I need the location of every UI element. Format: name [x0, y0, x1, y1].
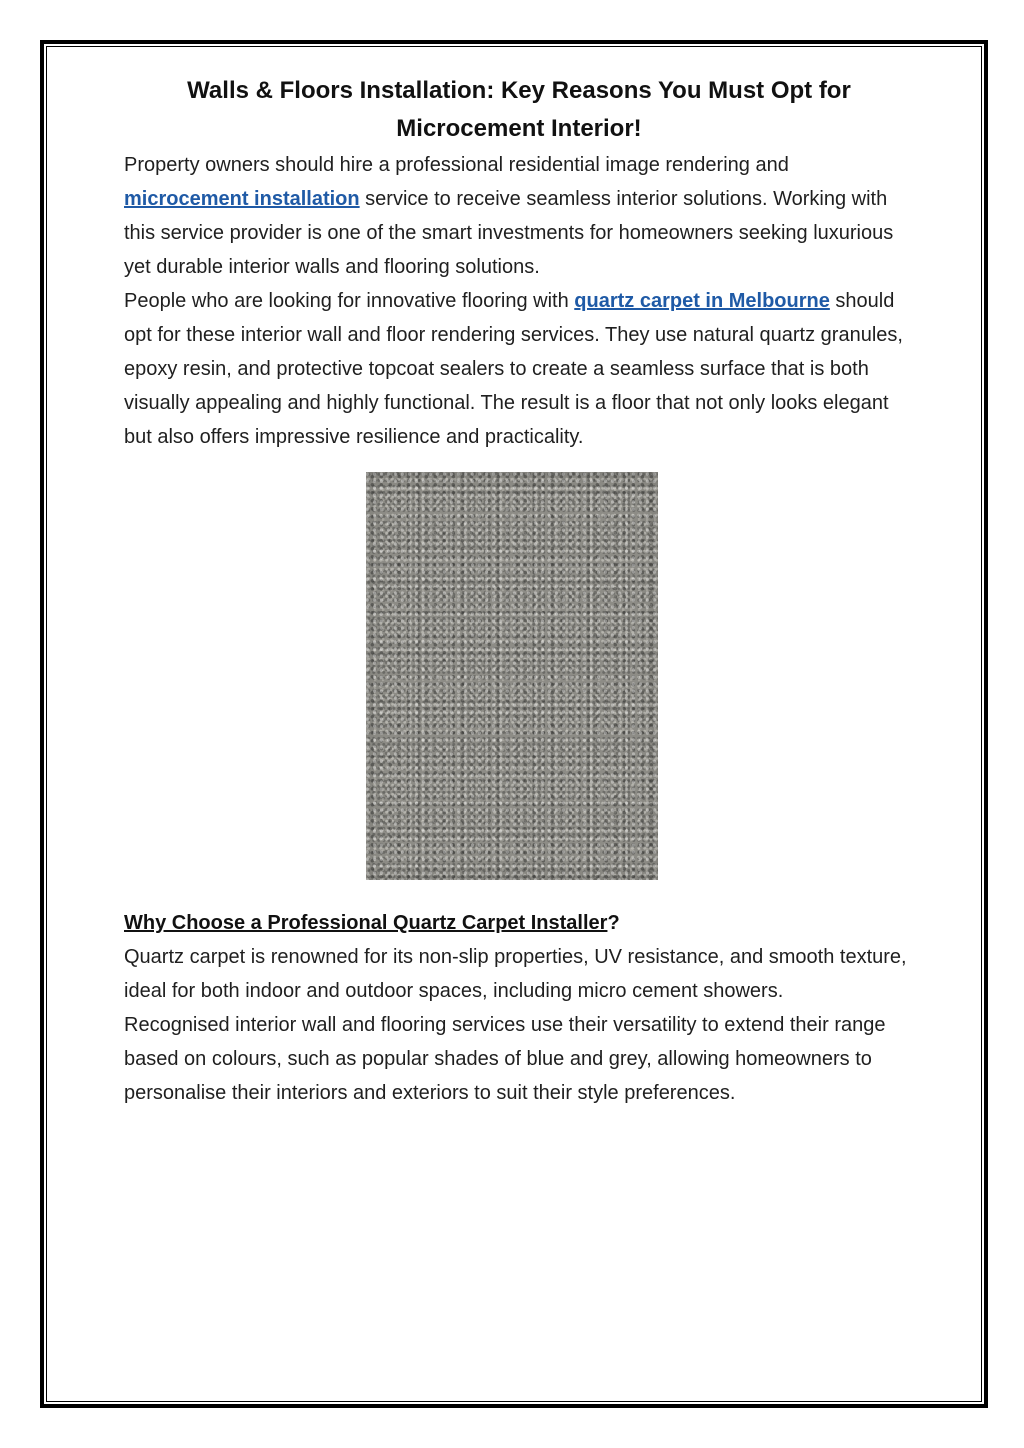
quartz-carpet-texture-image [366, 472, 658, 880]
paragraph-intro-text-after: service to receive seamless interior solutions. Working with this service provider is one of the smart investments for homeowners seeking luxurious yet durable interior walls and flooring solutions. [124, 188, 894, 278]
section-heading-text: Why Choose a Professional Quartz Carpet Installer [124, 912, 608, 934]
document-title-line2: Microcement Interior! [396, 115, 642, 142]
quartz-carpet-melbourne-link[interactable]: quartz carpet in Melbourne [574, 290, 830, 312]
paragraph-quartz [124, 284, 914, 454]
document-title-line1: Walls & Floors Installation: Key Reasons You Must Opt for [187, 77, 851, 104]
paragraph-intro [124, 148, 914, 284]
paragraph-intro-text-before: Property owners should hire a professional residential image rendering and [124, 154, 789, 176]
section-heading-question-mark: ? [607, 912, 620, 934]
paragraph-quartz-text-after: should opt for these interior wall and floor rendering services. They use natural quartz granules, epoxy resin, and protective topcoat sealers to create a seamless surface that is both visually appealing and highly functional. The result is a floor that not only looks elegant but also offers impressive resilience and practicality. [124, 290, 903, 448]
paragraph-properties: Quartz carpet is renowned for its non-slip properties, UV resistance, and smooth texture, ideal for both indoor and outdoor spaces, including micro cement showers. [124, 946, 907, 1002]
document-title [124, 72, 914, 148]
microcement-installation-link[interactable]: microcement installation [124, 188, 360, 210]
section-heading [124, 906, 914, 940]
paragraph-colours: Recognised interior wall and flooring services use their versatility to extend their range based on colours, such as popular shades of blue and grey, allowing homeowners to personalise their interiors and exteriors to suit their style preferences. [124, 1014, 886, 1104]
figure [124, 472, 914, 880]
document-content [124, 72, 914, 1110]
paragraph-quartz-text-before: People who are looking for innovative flooring with [124, 290, 575, 312]
